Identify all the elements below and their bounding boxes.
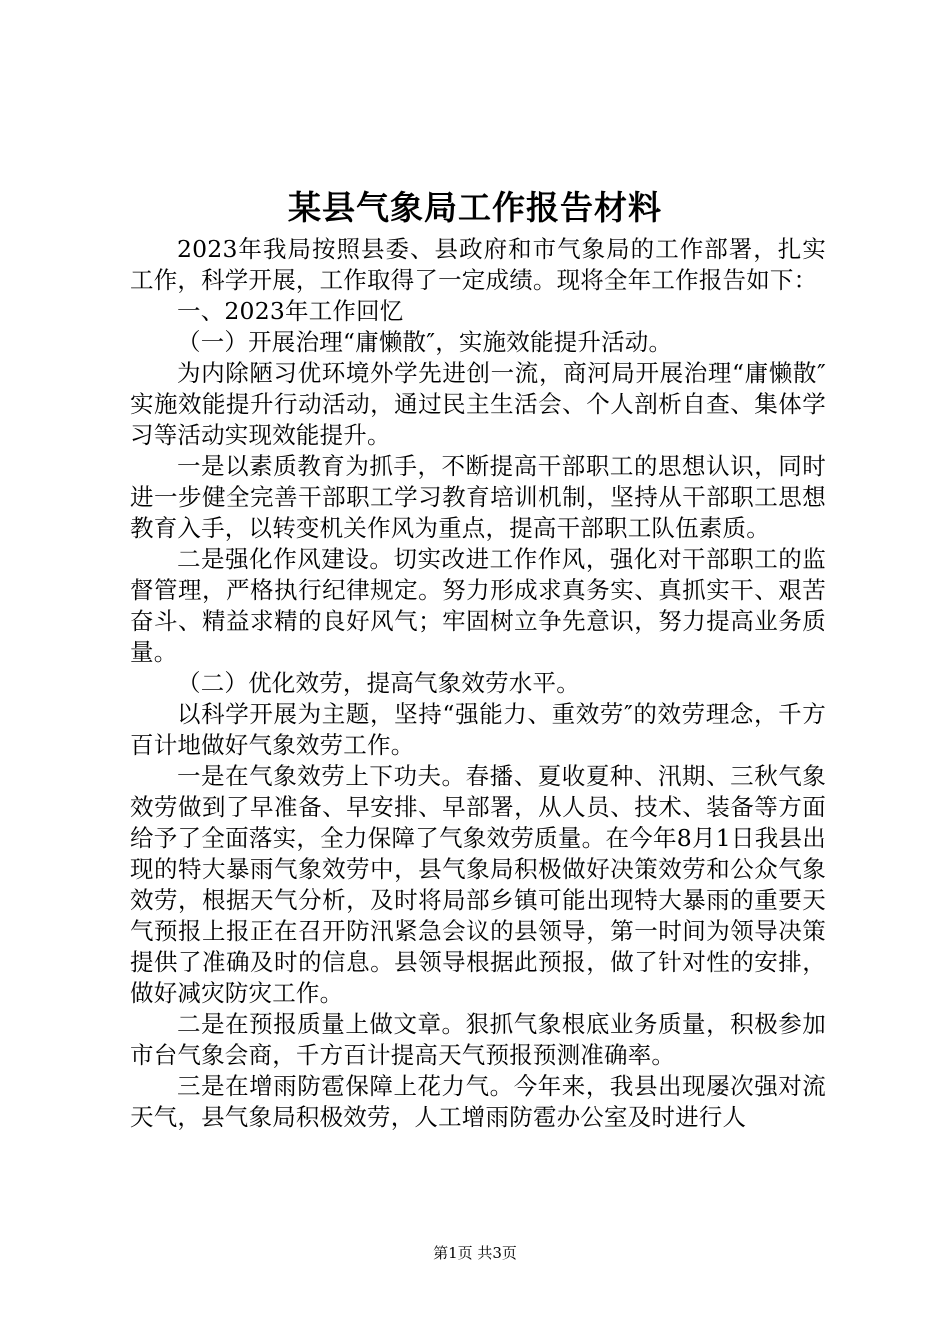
paragraph: 以科学开展为主题，坚持“强能力、重效劳″的效劳理念，千方百计地做好气象效劳工作。 xyxy=(130,700,826,759)
paragraph: 三是在增雨防雹保障上花力气。今年来，我县出现屡次强对流天气，县气象局积极效劳，人工增雨防雹办公室及时进行人 xyxy=(130,1072,826,1131)
page-footer: 第1页 共3页 xyxy=(433,1244,517,1262)
paragraph: 二是强化作风建设。切实改进工作作风，强化对干部职工的监督管理，严格执行纪律规定。努力形成求真务实、真抓实干、艰苦奋斗、精益求精的良好风气；牢固树立争先意识，努力提高业务质量。 xyxy=(130,545,826,666)
paragraph-intro: 2023年我局按照县委、县政府和市气象局的工作部署，扎实工作，科学开展，工作取得了一定成绩。现将全年工作报告如下： xyxy=(130,235,826,294)
document-title: 某县气象局工作报告材料 xyxy=(288,188,662,227)
subsection-heading-2: （二）优化效劳，提高气象效劳水平。 xyxy=(177,669,580,697)
paragraph: 为内除陋习优环境外学先进创一流，商河局开展治理“庸懒散″实施效能提升行动活动，通过民主生活会、个人剖析自查、集体学习等活动实现效能提升。 xyxy=(130,359,826,449)
subsection-heading-1: （一）开展治理“庸懒散″，实施效能提升活动。 xyxy=(177,328,673,356)
paragraph: 二是在预报质量上做文章。狠抓气象根底业务质量，积极参加市台气象会商，千方百计提高天气预报预测准确率。 xyxy=(130,1010,826,1069)
paragraph: 一是在气象效劳上下功夫。春播、夏收夏种、汛期、三秋气象效劳做到了早准备、早安排、早部署，从人员、技术、装备等方面给予了全面落实，全力保障了气象效劳质量。在今年8月1日我县出现的特大暴雨气象效劳中，县气象局积极做好决策效劳和公众气象效劳，根据天气分析，及时将局部乡镇可能出现特大暴雨的重要天气预报上报正在召开防汛紧急会议的县领导，第一时间为领导决策提供了准确及时的信息。县领导根据此预报，做了针对性的安排，做好减灾防灾工作。 xyxy=(130,762,826,1007)
paragraph: 一是以素质教育为抓手，不断提高干部职工的思想认识，同时进一步健全完善干部职工学习教育培训机制，坚持从干部职工思想教育入手，以转变机关作风为重点，提高干部职工队伍素质。 xyxy=(130,452,826,542)
document-body xyxy=(130,234,826,1133)
section-heading-review: 一、2023年工作回忆 xyxy=(177,297,404,325)
